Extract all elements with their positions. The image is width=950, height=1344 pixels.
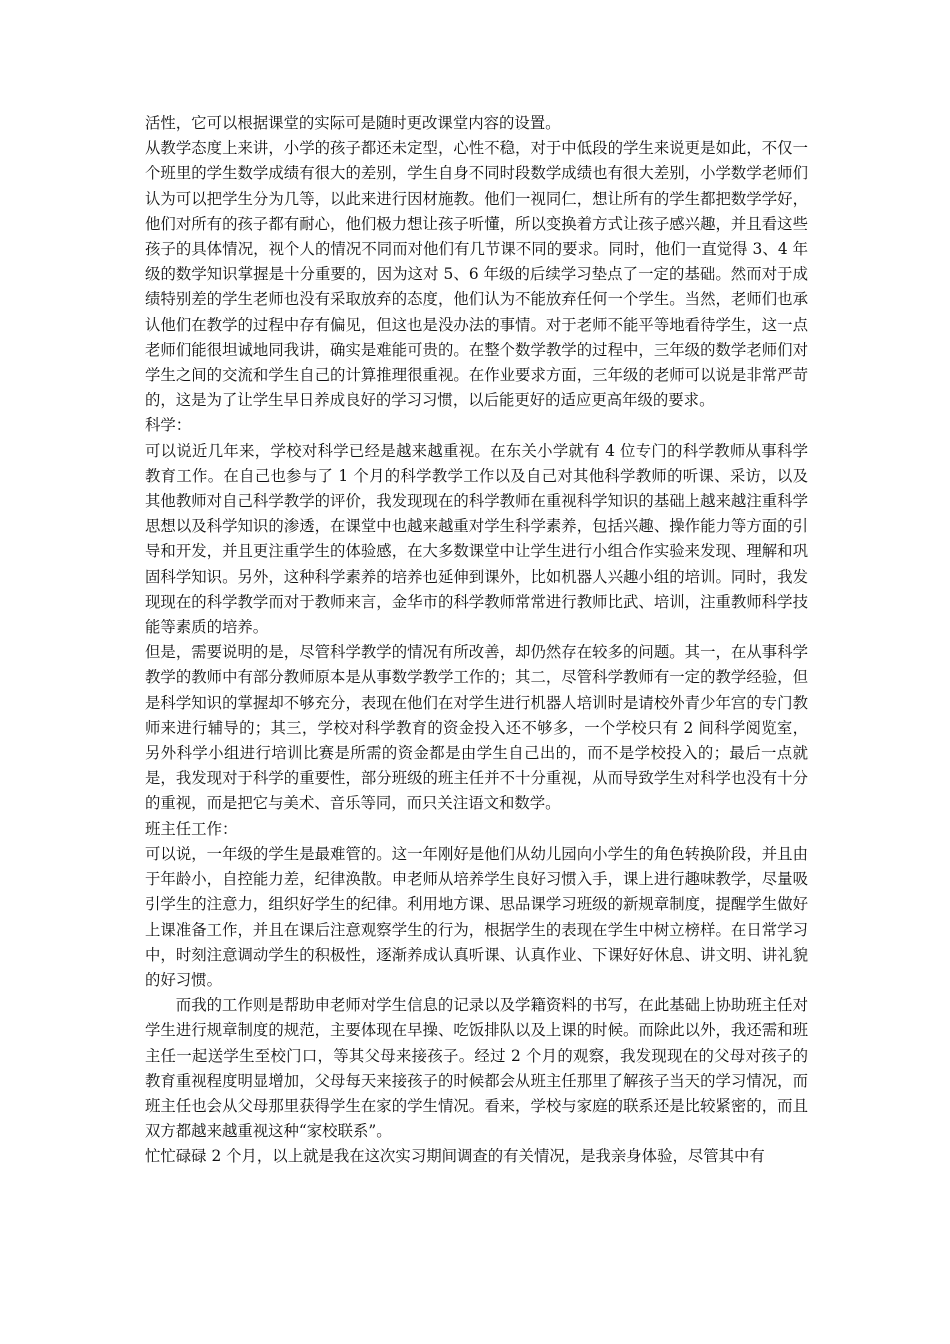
paragraph-teaching-attitude: 从教学态度上来讲，小学的孩子都还未定型，心性不稳，对于中低段的学生来说更是如此，不仅一个班里的学生数学成绩有很大的差别，学生自身不同时段数学成绩也有很大差别，小学数学老师们认为可以把学生分为几等，以此来进行因材施教。他们一视同仁，想让所有的学生都把数学学好，他们对所有的孩子都有耐心，他们极力想让孩子听懂，所以变换着方式让孩子感兴趣，并且看这些孩子的具体情况，视个人的情况不同而对他们有几节课不同的要求。同时，他们一直觉得 3、4 年级的数学知识掌握是十分重要的，因为这对 5、6 年级的后续学习垫点了一定的基础。然而对于成绩特别差的学生老师也没有采取放弃的态度，他们认为不能放弃任何一个学生。当然，老师们也承认他们在教学的过程中存有偏见，但这也是没办法的事情。对于老师不能平等地看待学生，这一点老师们能很坦诚地同我讲，确实是难能可贵的。在整个数学教学的过程中，三年级的数学老师们对学生之间的交流和学生自己的计算推理很重视。在作业要求方面，三年级的老师可以说是非常严苛的，这是为了让学生早日养成良好的学习习惯，以后能更好的适应更高年级的要求。 [145,139,808,410]
paragraph-science-problems: 但是，需要说明的是，尽管科学教学的情况有所改善，却仍然存在较多的问题。其一，在从事科学教学的教师中有部分教师原本是从事数学教学工作的；其二，尽管科学教师有一定的教学经验，但是科学知识的掌握却不够充分，表现在他们在对学生进行机器人培训时是请校外青少年宫的专门教师来进行辅导的；其三，学校对科学教育的资金投入还不够多，一个学校只有 2 间科学阅览室，另外科学小组进行培训比赛是所需的资金都是由学生自己出的，而不是学校投入的；最后一点就是，我发现对于科学的重要性，部分班级的班主任并不十分重视，从而导致学生对科学也没有十分的重视，而是把它与美术、音乐等同，而只关注语文和数学。 [145,643,808,813]
paragraph-my-work: 而我的工作则是帮助申老师对学生信息的记录以及学籍资料的书写，在此基础上协助班主任对学生进行规章制度的规范，主要体现在早操、吃饭排队以及上课的时候。而除此以外，我还需和班主任一起送学生至校门口，等其父母来接孩子。经过 2 个月的观察，我发现现在的父母对孩子的教育重视程度明显增加，父母每天来接孩子的时候都会从班主任那里了解孩子当天的学习情况，而班主任也会从父母那里获得学生在家的学生情况。看来，学校与家庭的联系还是比较紧密的，而且双方都越来越重视这种“家校联系”。 [145,996,808,1141]
paragraph-continuation: 活性，它可以根据课堂的实际可是随时更改课堂内容的设置。 [145,114,561,132]
section-heading-class-teacher: 班主任工作： [145,819,238,838]
paragraph-conclusion: 忙忙碌碌 2 个月，以上就是我在这次实习期间调查的有关情况，是我亲身体验，尽管其中有 [145,1147,765,1166]
paragraph-first-grade: 可以说，一年级的学生是最难管的。这一年刚好是他们从幼儿园向小学生的角色转换阶段，并且由于年龄小，自控能力差，纪律涣散。申老师从培养学生良好习惯入手，课上进行趣味教学，尽量吸引学生的注意力，组织好学生的纪律。利用地方课、思品课学习班级的新规章制度，提醒学生做好上课准备工作，并且在课后注意观察学生的行为，根据学生的表现在学生中树立榜样。在日常学习中，时刻注意调动学生的积极性，逐渐养成认真听课、认真作业、下课好好休息、讲文明、讲礼貌的好习惯。 [145,844,808,989]
document-body [145,111,808,1170]
paragraph-science-progress: 可以说近几年来，学校对科学已经是越来越重视。在东关小学就有 4 位专门的科学教师从事科学教育工作。在自己也参与了 1 个月的科学教学工作以及自己对其他科学教师的听课、采访，以及其他教师对自己科学教学的评价，我发现现在的科学教师在重视科学知识的基础上越来越注重科学思想以及科学知识的渗透，在课堂中也越来越重对学生科学素养，包括兴趣、操作能力等方面的引导和开发，并且更注重学生的体验感，在大多数课堂中让学生进行小组合作实验来发现、理解和巩固科学知识。另外，这种科学素养的培养也延伸到课外，比如机器人兴趣小组的培训。同时，我发现现在的科学教学而对于教师来言，金华市的科学教师常常进行教师比武、培训，注重教师科学技能等素质的培养。 [145,441,808,637]
section-heading-science: 科学： [145,416,192,435]
